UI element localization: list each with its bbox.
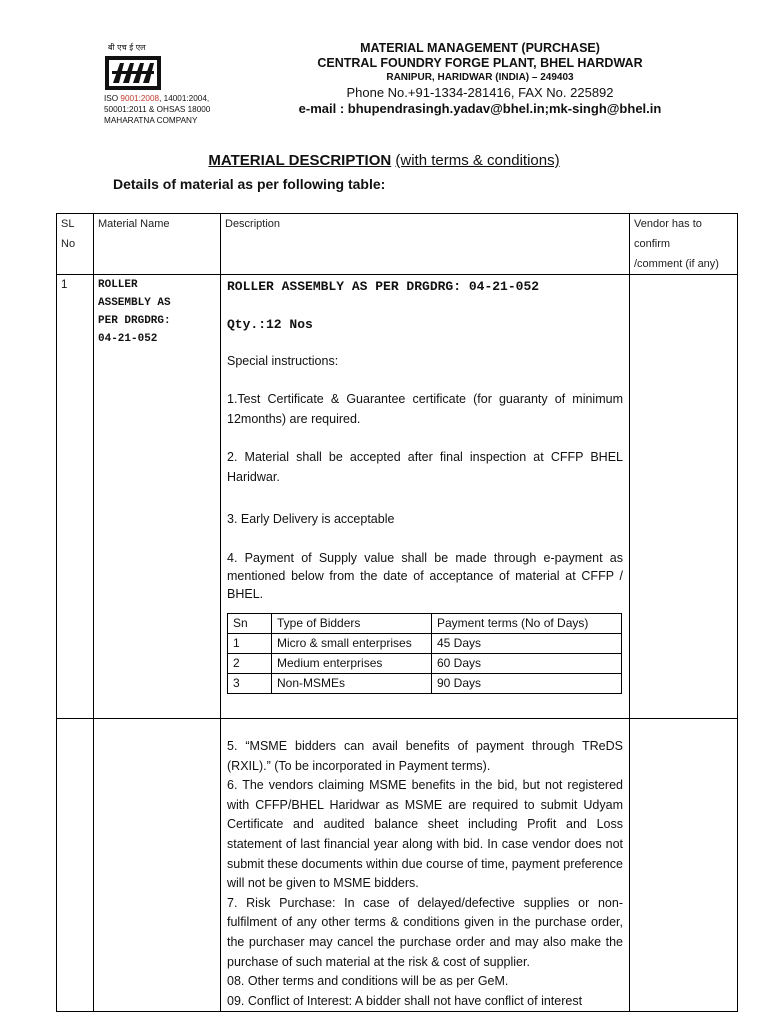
letterhead — [0, 0, 768, 140]
department-name: MATERIAL MANAGEMENT (PURCHASE) — [360, 41, 600, 55]
table-row — [57, 275, 738, 719]
payment-header-row: Sn Type of Bidders Payment terms (No of Days) — [228, 614, 622, 634]
payment-terms-table — [227, 613, 622, 694]
page-subtitle: Details of material as per following table: — [113, 176, 386, 192]
plant-name: CENTRAL FOUNDRY FORGE PLANT, BHEL HARDWAR — [317, 56, 643, 70]
header-material-name: Material Name — [94, 214, 221, 275]
row-description — [221, 275, 630, 719]
payment-row: 2 Medium enterprises 60 Days — [228, 654, 622, 674]
logo-hindi-text: बी एच ई एल — [108, 43, 146, 52]
bhel-logo — [104, 42, 164, 92]
payment-row: 1 Micro & small enterprises 45 Days — [228, 634, 622, 654]
email-line: e-mail : bhupendrasingh.yadav@bhel.in;mk-singh@bhel.in — [298, 101, 662, 116]
material-table — [56, 213, 738, 1012]
special-instructions-label: Special instructions: — [227, 354, 339, 368]
instruction-9: 09. Conflict of Interest: A bidder shall not have conflict of interest — [227, 993, 583, 1008]
instruction-7: 7. Risk Purchase: In case of delayed/defective supplies or non-fulfilment of any other terms & conditions given in the purchase order, the purchaser may cancel the purchase order and may also make the purchase of such material at the risk & cost of supplier. — [227, 895, 623, 969]
row-sl — [57, 719, 94, 1012]
iso-certifications: ISO 9001:2008, 14001:2004, 50001:2011 & OHSAS 18000 MAHARATNA COMPANY — [104, 94, 211, 125]
header-sl: SL No — [57, 214, 94, 275]
phone-fax: Phone No.+91-1334-281416, FAX No. 225892 — [346, 85, 614, 100]
item-heading: ROLLER ASSEMBLY AS PER DRGDRG: 04-21-052 — [227, 279, 540, 294]
instruction-1: 1.Test Certificate & Guarantee certificate (for guaranty of minimum 12months) are required. — [227, 392, 623, 426]
page-title: MATERIAL DESCRIPTION (with terms & conditions) — [208, 152, 560, 169]
company-address — [245, 41, 715, 117]
address-line: RANIPUR, HARIDWAR (INDIA) – 249403 — [386, 72, 574, 83]
instruction-8: 08. Other terms and conditions will be as per GeM. — [227, 974, 509, 989]
row-sl: 1 — [57, 275, 94, 719]
item-quantity: Qty.:12 Nos — [227, 317, 313, 332]
header-vendor-confirm: Vendor has to confirm /comment (if any) — [630, 214, 738, 275]
row-material-name — [94, 719, 221, 1012]
instruction-4: 4. Payment of Supply value shall be made through e-payment as mentioned below from the date of acceptance of material at CFFP / BHEL. — [227, 551, 623, 601]
table-header-row — [57, 214, 738, 275]
row-vendor-comment[interactable] — [630, 275, 738, 719]
instruction-2: 2. Material shall be accepted after final inspection at CFFP BHEL Haridwar. — [227, 450, 623, 484]
header-description: Description — [221, 214, 630, 275]
instruction-6: 6. The vendors claiming MSME benefits in the bid, but not registered with CFFP/BHEL Haridwar as MSME are required to submit Udyam Certificate and audited balance sheet including Profit and Loss statement of last financial year along with bid. In case vendor does not submit these documents within due course of time, payment preference will not be given to MSME bidders. — [227, 778, 623, 891]
row-description — [221, 719, 630, 1012]
bhel-logo-mark — [104, 55, 162, 91]
payment-row: 3 Non-MSMEs 90 Days — [228, 674, 622, 694]
row-material-name: ROLLER ASSEMBLY AS PER DRGDRG: 04-21-052 — [94, 275, 221, 719]
table-row — [57, 719, 738, 1012]
row-vendor-comment[interactable] — [630, 719, 738, 1012]
instruction-5: 5. “MSME bidders can avail benefits of payment through TReDS (RXIL).” (To be incorporated in Payment terms). — [227, 739, 623, 773]
instruction-3: 3. Early Delivery is acceptable — [227, 512, 395, 526]
